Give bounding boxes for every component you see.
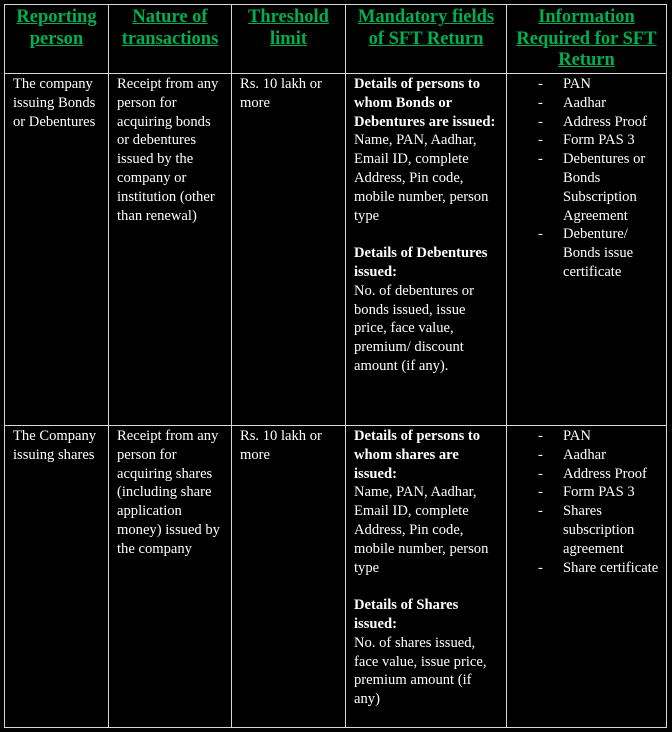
- header-mandatory-fields: Mandatory fields of SFT Return: [346, 5, 507, 74]
- list-item: - Shares subscription agreement: [538, 503, 635, 557]
- persons-text: Name, PAN, Aadhar, Email ID, complete Address, Pin code, mobile number, person type: [354, 132, 489, 224]
- table-row: [5, 74, 667, 426]
- info-list: [515, 427, 660, 577]
- persons-text: Name, PAN, Aadhar, Email ID, complete Address, Pin code, mobile number, person type: [354, 484, 489, 576]
- cell-reporting-person: The company issuing Bonds or Debentures: [5, 74, 109, 426]
- list-item: - Address Proof: [538, 465, 647, 482]
- list-item: - PAN: [538, 76, 591, 92]
- list-item: - Aadhar: [538, 446, 606, 463]
- header-threshold: Threshold limit: [232, 5, 346, 74]
- cell-info-required: [507, 74, 667, 426]
- header-nature: Nature of transactions: [109, 5, 232, 74]
- header-reporting-person: Reporting person: [5, 5, 109, 74]
- cell-info-required: [507, 426, 667, 728]
- cell-threshold: Rs. 10 lakh or more: [232, 426, 346, 728]
- cell-mandatory-fields: [346, 426, 507, 728]
- cell-threshold: Rs. 10 lakh or more: [232, 74, 346, 426]
- list-item: - Debenture/ Bonds issue certificate: [538, 226, 634, 280]
- header-row: [5, 5, 667, 74]
- sft-table: [4, 4, 667, 728]
- list-item: - PAN: [538, 428, 591, 444]
- list-item: - Form PAS 3: [538, 484, 635, 501]
- cell-reporting-person: The Company issuing shares: [5, 426, 109, 728]
- persons-heading: Details of persons to whom Bonds or Debentures are issued:: [354, 76, 496, 130]
- table-row: [5, 426, 667, 728]
- list-item: - Share certificate: [538, 559, 659, 576]
- list-item: - Form PAS 3: [538, 132, 635, 149]
- cell-nature: Receipt from any person for acquiring bonds or debentures issued by the company or institution (other than renewal): [109, 74, 232, 426]
- info-list: [515, 75, 660, 282]
- header-info-required: Information Required for SFT Return: [507, 5, 667, 74]
- list-item: - Address Proof: [538, 113, 647, 130]
- instrument-text: No. of debentures or bonds issued, issue price, face value, premium/ discount amount (if any).: [354, 282, 474, 374]
- cell-nature: Receipt from any person for acquiring shares (including share application money) issued by the company: [109, 426, 232, 728]
- list-item: - Aadhar: [538, 94, 606, 111]
- instrument-text: No. of shares issued, face value, issue price, premium amount (if any): [354, 634, 487, 708]
- persons-heading: Details of persons to whom shares are issued:: [354, 428, 481, 482]
- instrument-heading: Details of Debentures issued:: [354, 245, 488, 280]
- cell-mandatory-fields: [346, 74, 507, 426]
- instrument-heading: Details of Shares issued:: [354, 597, 459, 632]
- list-item: - Debentures or Bonds Subscription Agreement: [538, 151, 646, 224]
